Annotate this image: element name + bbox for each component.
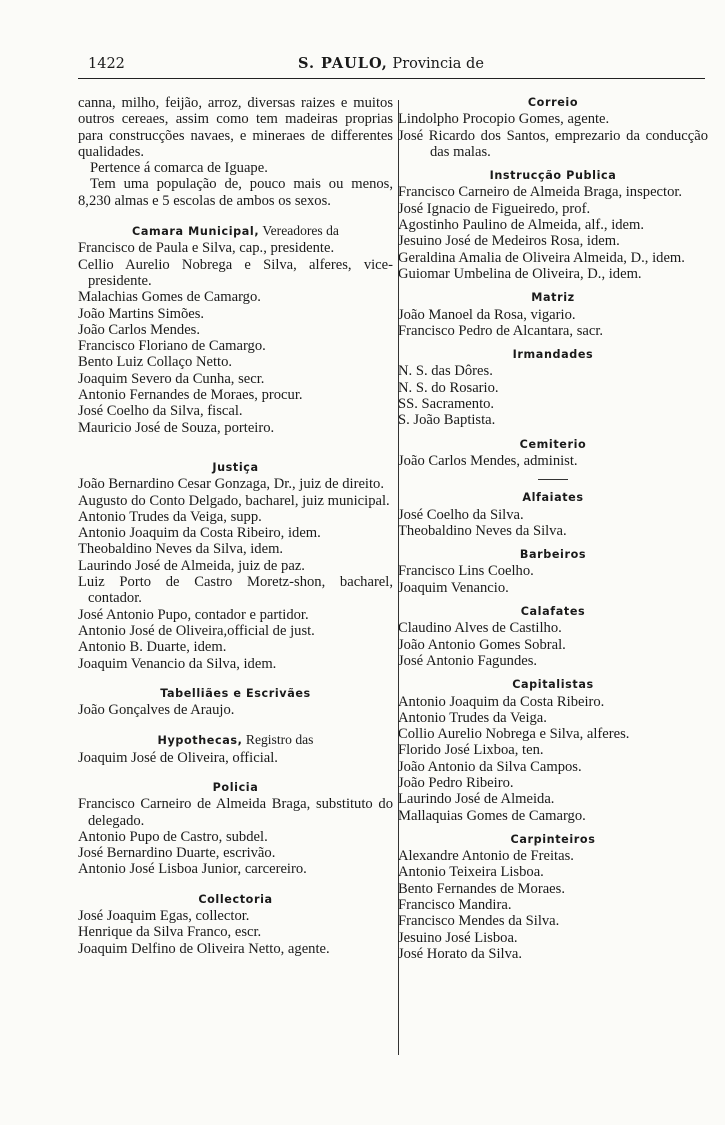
- list-item: José Horato da Silva.: [398, 945, 523, 962]
- list-item: João Manoel da Rosa, vigario.: [398, 306, 576, 323]
- list-item: Jesuino José de Medeiros Rosa, idem.: [398, 233, 620, 250]
- list-item: Antonio Joaquim da Costa Ribeiro, idem.: [78, 525, 321, 542]
- list-item: Theobaldino Neves da Silva, idem.: [78, 541, 284, 558]
- list-item: SS. Sacramento.: [398, 396, 495, 413]
- list-item: João Antonio Gomes Sobral.: [398, 636, 566, 653]
- section-title-capitalistas: Capitalistas: [512, 678, 594, 692]
- list-item: Agostinho Paulino de Almeida, alf., idem.: [398, 217, 645, 234]
- list-item: Francisco Floriano de Camargo.: [78, 338, 266, 355]
- list-item: José Ignacio de Figueiredo, prof.: [398, 200, 591, 217]
- list-item: Antonio Trudes da Veiga, supp.: [78, 508, 262, 525]
- list-item: Francisco de Paula e Silva, cap., presidente.: [78, 240, 335, 257]
- header-rule: [78, 78, 705, 79]
- collectoria-list: [78, 908, 393, 957]
- list-item: João Pedro Ribeiro.: [398, 774, 514, 791]
- list-item: Antonio Teixeira Lisboa.: [398, 864, 544, 881]
- section-title-policia: Policia: [212, 780, 259, 794]
- section-title-hypothecas: [78, 732, 393, 749]
- list-item: Antonio Fernandes de Moraes, procur.: [78, 387, 303, 404]
- list-item: Theobaldino Neves da Silva.: [398, 522, 567, 539]
- list-item: Mallaquias Gomes de Camargo.: [398, 807, 586, 824]
- list-item: Antonio José de Oliveira,official de just.: [78, 622, 315, 639]
- right-column: [398, 95, 708, 962]
- page-number: 1422: [88, 56, 125, 72]
- running-title-rest: Provincia de: [387, 56, 484, 72]
- list-item: Joaquim Severo da Cunha, secr.: [78, 370, 265, 387]
- list-item: Antonio Pupo de Castro, subdel.: [78, 828, 268, 845]
- intro-comarca: Pertence á comarca de Iguape.: [90, 160, 268, 177]
- running-header: [88, 52, 688, 76]
- camara-list: [78, 240, 393, 436]
- justica-list: [78, 476, 393, 672]
- list-item: Henrique da Silva Franco, escr.: [78, 924, 262, 941]
- list-item: Francisco Mandira.: [398, 897, 512, 914]
- intro-paragraph: canna, milho, feijão, arroz, diversas raizes e muitos outros cereaes, assim como tem madeiras proprias para construcções navaes, e mineraes de differentes qualidades.: [78, 95, 393, 160]
- hypothecas-title-rest: Registro das: [242, 732, 314, 748]
- section-title-instruccao: Instrucção Publica: [489, 169, 617, 183]
- list-item: João Martins Simões.: [78, 305, 205, 322]
- list-item: Antonio B. Duarte, idem.: [78, 639, 227, 656]
- list-item: Florido José Lixboa, ten.: [398, 742, 544, 759]
- list-item: Guiomar Umbelina de Oliveira, D., idem.: [398, 265, 642, 282]
- camara-title-rest: Vereadores da: [259, 223, 339, 239]
- list-item: Mauricio José de Souza, porteiro.: [78, 419, 275, 436]
- camara-title-bold: Camara Municipal,: [132, 225, 260, 239]
- running-title-province: S. PAULO,: [298, 55, 388, 72]
- list-item: João Carlos Mendes, administ.: [398, 452, 578, 469]
- list-item: João Carlos Mendes.: [78, 321, 201, 338]
- list-item: Antonio José Lisboa Junior, carcereiro.: [78, 861, 307, 878]
- list-item: Luiz Porto de Castro Moretz-shon, bacharel, contador.: [78, 574, 393, 607]
- list-item: Francisco Pedro de Alcantara, sacr.: [398, 322, 604, 339]
- list-item: Augusto do Conto Delgado, bacharel, juiz municipal.: [78, 492, 390, 509]
- list-item: Bento Luiz Collaço Netto.: [78, 354, 233, 371]
- section-title-alfaiates: Alfaiates: [522, 491, 584, 505]
- section-title-matriz: Matriz: [531, 291, 575, 305]
- list-item: Lindolpho Procopio Gomes, agente.: [398, 111, 610, 128]
- list-item: Francisco Lins Coelho.: [398, 563, 534, 580]
- list-item: Joaquim Venancio da Silva, idem.: [78, 655, 277, 672]
- list-item: Francisco Carneiro de Almeida Braga, substituto do delegado.: [78, 796, 393, 829]
- section-title-camara: [78, 223, 393, 240]
- list-item: Bento Fernandes de Moraes.: [398, 880, 565, 897]
- section-title-correio: Correio: [527, 96, 579, 109]
- policia-list: [78, 796, 393, 877]
- list-item: José Bernardino Duarte, escrivão.: [78, 845, 276, 862]
- section-title-collectoria: Collectoria: [198, 892, 273, 906]
- intro-population: Tem uma população de, pouco mais ou menos, 8,230 almas e 5 escolas de ambos os sexos.: [78, 176, 393, 209]
- list-item: Claudino Alves de Castilho.: [398, 620, 562, 637]
- list-item: N. S. do Rosario.: [398, 379, 499, 396]
- section-title-cemiterio: Cemiterio: [519, 437, 587, 451]
- list-item: Antonio Trudes da Veiga.: [398, 709, 547, 726]
- list-item: José Coelho da Silva, fiscal.: [78, 403, 243, 420]
- section-title-tabelliaes: Tabelliães e Escrivães: [160, 686, 311, 700]
- list-item: Jesuino José Lisboa.: [398, 929, 518, 946]
- running-title: [298, 52, 484, 76]
- list-item: Geraldina Amalia de Oliveira Almeida, D., idem.: [398, 249, 685, 266]
- list-item: Joaquim José de Oliveira, official.: [78, 749, 278, 766]
- section-title-carpinteiros: Carpinteiros: [510, 832, 596, 846]
- list-item: S. João Baptista.: [398, 412, 496, 429]
- list-item: Cellio Aurelio Nobrega e Silva, alferes, vice-presidente.: [78, 256, 393, 289]
- list-item: João Antonio da Silva Campos.: [398, 758, 582, 775]
- list-item: Joaquim Venancio.: [398, 579, 509, 596]
- section-title-calafates: Calafates: [520, 605, 586, 619]
- section-title-barbeiros: Barbeiros: [519, 548, 587, 562]
- list-item: José Ricardo dos Santos, emprezario da conducção das malas.: [398, 127, 708, 160]
- hypothecas-title-bold: Hypothecas,: [157, 734, 243, 748]
- list-item: Antonio Joaquim da Costa Ribeiro.: [398, 693, 605, 710]
- list-item: Joaquim Delfino de Oliveira Netto, agente.: [78, 940, 330, 957]
- list-item: Francisco Mendes da Silva.: [398, 913, 560, 930]
- list-item: Laurindo José de Almeida, juiz de paz.: [78, 557, 305, 574]
- list-item: Malachias Gomes de Camargo.: [78, 289, 261, 306]
- list-item: João Bernardino Cesar Gonzaga, Dr., juiz de direito.: [78, 476, 384, 493]
- section-separator: [538, 479, 568, 480]
- list-item: João Gonçalves de Araujo.: [78, 702, 235, 719]
- section-title-irmandades: Irmandades: [512, 348, 594, 362]
- list-item: Francisco Carneiro de Almeida Braga, inspector.: [398, 184, 683, 201]
- list-item: José Antonio Fagundes.: [398, 652, 538, 669]
- left-column: [78, 95, 393, 957]
- list-item: José Antonio Pupo, contador e partidor.: [78, 606, 309, 623]
- section-title-justica: Justiça: [212, 460, 259, 474]
- list-item: Laurindo José de Almeida.: [398, 791, 555, 808]
- list-item: N. S. das Dôres.: [398, 363, 493, 380]
- list-item: Alexandre Antonio de Freitas.: [398, 848, 574, 865]
- list-item: José Coelho da Silva.: [398, 506, 524, 523]
- list-item: José Joaquim Egas, collector.: [78, 908, 250, 925]
- list-item: Collio Aurelio Nobrega e Silva, alferes.: [398, 726, 630, 743]
